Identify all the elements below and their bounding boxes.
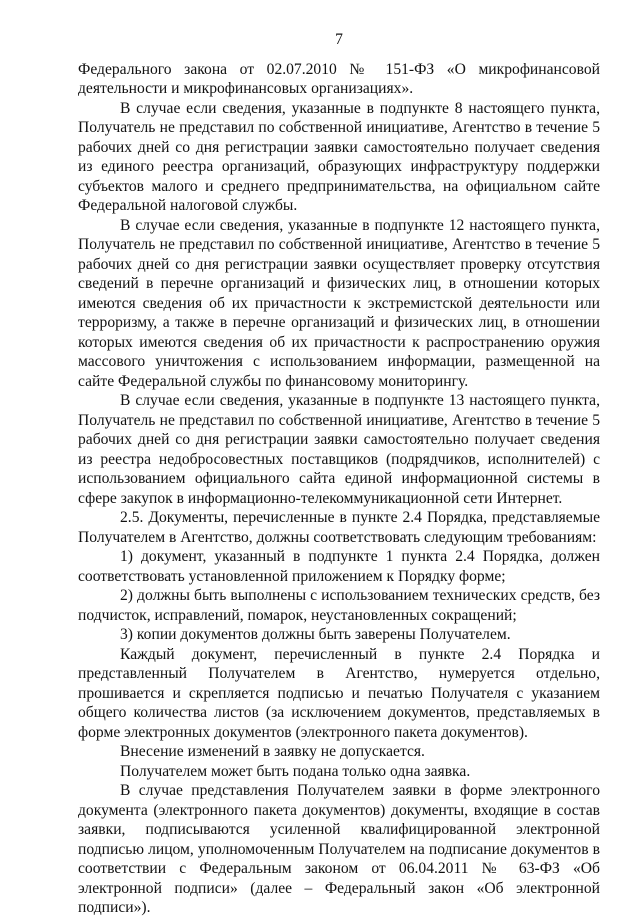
paragraph: В случае если сведения, указанные в подпункте 12 настоящего пункта, Получатель не представил по собственной инициативе, Агентство в течение 5 рабочих дней со дня регистрации заявки осуществляет проверку отсутствия сведений в перечне организаций и физических лиц, в отношении которых имеются сведения об их причастности к экстремистской деятельности или терроризму, а также в перечне организаций и физических лиц, в отношении которых имеются сведения об их причастности к распространению оружия массового уничтожения с использованием информации, размещенной на сайте Федеральной службы по финансовому мониторингу. [78,216,600,390]
paragraph: Внесение изменений в заявку не допускается. [120,743,425,760]
paragraph: 2) должны быть выполнены с использованием технических средств, без подчисток, исправлений, помарок, неустановленных сокращений; [78,587,600,624]
page-number: 7 [335,31,343,48]
paragraph: В случае если сведения, указанные в подпункте 13 настоящего пункта, Получатель не представил по собственной инициативе, Агентство в течение 5 рабочих дней со дня регистрации заявки самостоятельно получает сведения из реестра недобросовестных поставщиков (подрядчиков, исполнителей) с использованием официального сайта единой информационной системы в сфере закупок в информационно-телекоммуникационной сети Интернет. [78,392,600,507]
paragraph: Федерального закона от 02.07.2010 № 151-ФЗ «О микрофинансовой деятельности и микрофинансовых организациях». [78,60,600,97]
paragraph: 3) копии документов должны быть заверены Получателем. [120,626,511,643]
paragraph: Получателем может быть подана только одна заявка. [120,762,471,780]
paragraph: В случае представления Получателем заявки в форме электронного документа (электронного пакета документов) документы, входящие в состав заявки, подписываются усиленной квалифицированной электронной подписью лицом, уполномоченным Получателем на подписание документов в соответствии с Федеральным законом от 06.04.2011 № 63-ФЗ «Об электронной подписи» (далее – Федеральный закон «Об электронной подписи»). [78,782,600,916]
paragraph: 1) документ, указанный в подпункте 1 пункта 2.4 Порядка, должен соответствовать установленной приложением к Порядку форме; [78,548,600,585]
paragraph: 2.5. Документы, перечисленные в пункте 2.4 Порядка, представляемые Получателем в Агентство, должны соответствовать следующим требованиям: [78,509,600,546]
paragraph: Каждый документ, перечисленный в пункте 2.4 Порядка и представленный Получателем в Агентство, нумеруется отдельно, прошивается и скрепляется подписью и печатью Получателя с указанием общего количества листов (за исключением документов, представляемых в форме электронных документов (электронного пакета документов). [78,645,600,741]
paragraph: В случае если сведения, указанные в подпункте 8 настоящего пункта, Получатель не представил по собственной инициативе, Агентство в течение 5 рабочих дней со дня регистрации заявки самостоятельно получает сведения из единого реестра организаций, образующих инфраструктуру поддержки субъектов малого и среднего предпринимательства, на официальном сайте Федеральной налоговой службы. [78,99,600,214]
document-body [78,60,600,918]
